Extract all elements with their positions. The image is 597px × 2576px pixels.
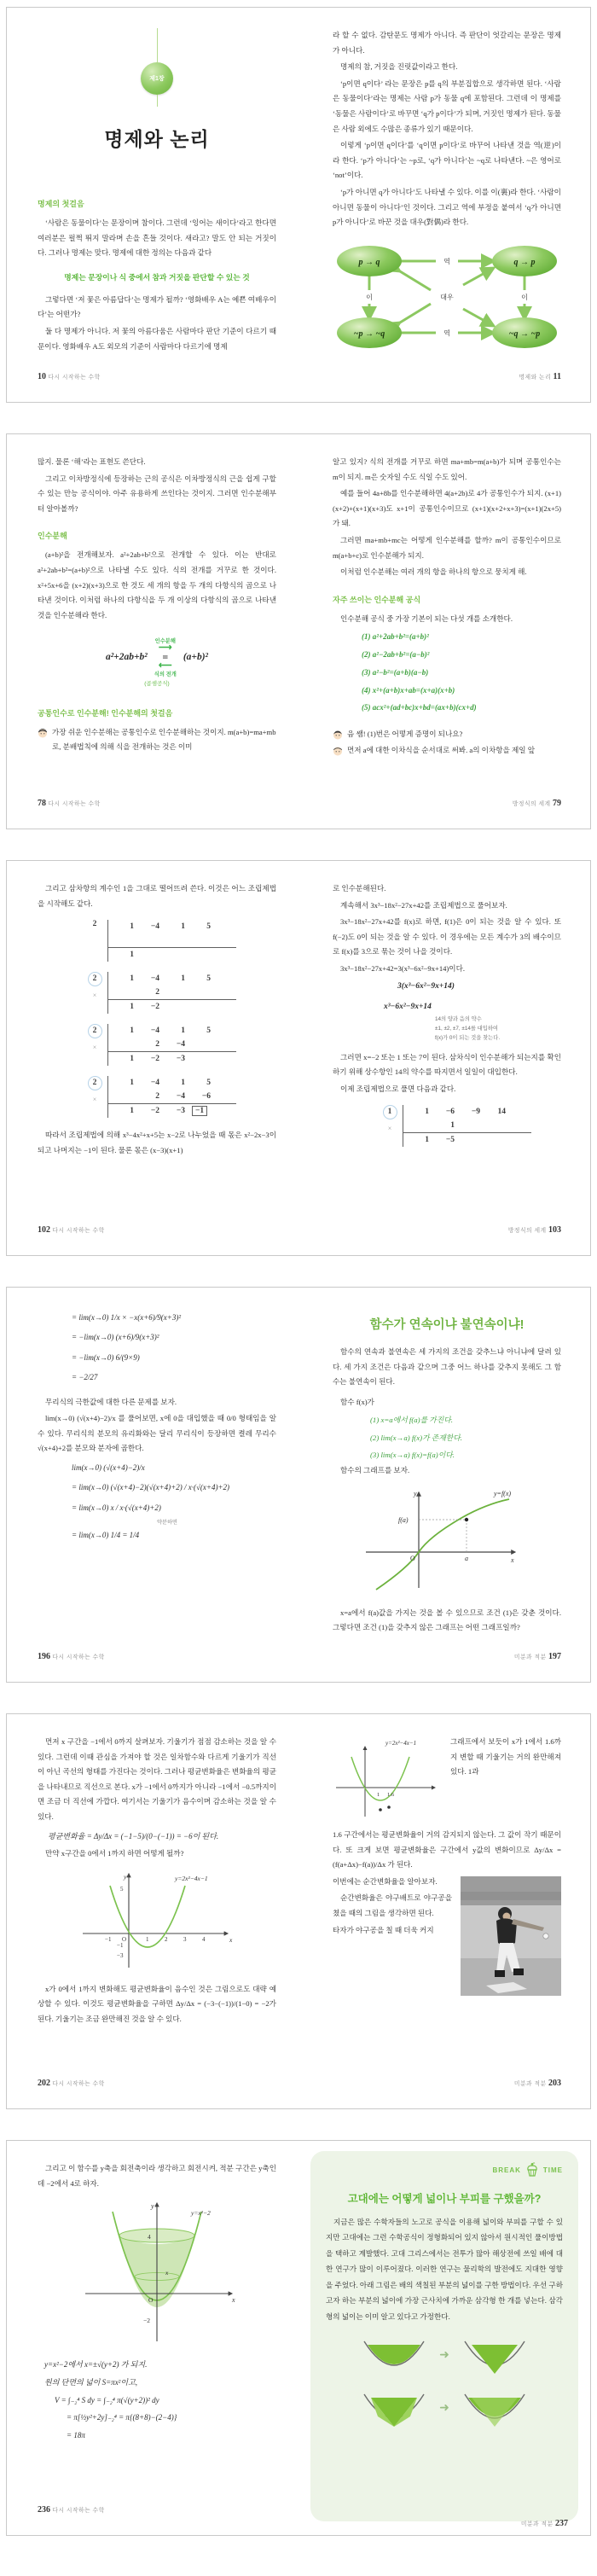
node-notq-implies-notp: ~q → ~p xyxy=(508,329,541,339)
expand-arrow-label: 식의 전개 xyxy=(154,672,177,678)
paragraph: 이처럼 인수분해는 여러 개의 항을 하나의 항으로 뭉치게 해. xyxy=(340,567,527,577)
page-number: 11 xyxy=(553,372,561,381)
page-footer xyxy=(38,372,101,381)
coefficient: −4 xyxy=(150,1026,159,1036)
factoring-formula-1: (1) a²+2ab+b²=(a+b)² xyxy=(362,632,429,642)
paragraph: 이번에는 순간변화율을 알아보자. xyxy=(333,1876,438,1886)
dialogue-line xyxy=(38,725,276,754)
teacher-face-icon xyxy=(333,746,343,756)
continuity-condition-3: (3) lim(x→a) f(x)=f(a)이다. xyxy=(370,1450,455,1459)
book-title-footer: 다시 시작하는 수학 xyxy=(52,1654,105,1660)
radius-label: x xyxy=(165,2269,169,2277)
y-tick-minus1: −1 xyxy=(117,1941,124,1949)
paragraph: x=a에서 f(a)값을 가지는 것을 볼 수 있으므로 조건 (1)은 갖춘 것이다. 그렇다면 조건 (1)을 갖추지 않은 그래프는 어떤 그래프일까? xyxy=(333,1608,561,1632)
fa-tick-label: f(a) xyxy=(398,1515,409,1524)
synthetic-division-step5 xyxy=(377,1105,561,1147)
book-title-footer: 다시 시작하는 수학 xyxy=(48,375,101,381)
arrow-right-icon: ➜ xyxy=(439,2401,449,2415)
synthetic-division-step1 xyxy=(82,920,276,962)
parabola-graph xyxy=(38,1869,276,1975)
right-arrow-icon: ⟶ xyxy=(158,643,172,654)
coefficient: 1 xyxy=(130,974,134,984)
coefficient: 5 xyxy=(206,922,211,932)
multiply-sign: × xyxy=(92,991,97,1000)
page-number: 103 xyxy=(548,1225,561,1235)
coefficient: 1 xyxy=(425,1108,429,1117)
paragraph: 함수 f(x)가 xyxy=(340,1397,374,1406)
cupcake-icon xyxy=(524,2161,541,2178)
equation-rhs: (a+b)² xyxy=(183,652,209,663)
divisor: 2 xyxy=(88,972,102,986)
product: −4 xyxy=(176,1092,185,1102)
synthetic-division-step2 xyxy=(82,972,276,1014)
page-footer xyxy=(514,1652,561,1661)
arrow-right-icon: ➜ xyxy=(439,2348,449,2362)
section-footer: 미분과 적분 xyxy=(513,1654,547,1660)
annotation-note xyxy=(435,1015,561,1044)
left-arrow-icon: ⟵ xyxy=(158,660,172,672)
paragraph: 알고 있지? 식의 전개를 거꾸로 하면 ma+mb=m(a+b)가 되며 공통인수는 m이 되지. m은 숫자일 수도 식일 수도 있어. xyxy=(333,457,561,481)
result: −2 xyxy=(150,1107,159,1116)
result: 1 xyxy=(425,1136,429,1145)
factoring-formula-5: (5) acx²+(ad+bc)x+bd=(ax+b)(cx+d) xyxy=(362,703,477,712)
boat-three-triangles-figure xyxy=(357,2386,431,2430)
x-tick-3: 3 xyxy=(183,1935,187,1943)
note-line: 14의 양과 음의 약수 xyxy=(435,1015,482,1022)
paragraph: 그렇다면 ‘저 꽃은 아름답다’는 명제가 될까? ‘영화배우 A는 예쁜 여배우이다’는 어떤가? xyxy=(38,294,276,319)
coefficient: 5 xyxy=(206,1079,211,1088)
page-footer xyxy=(38,1225,105,1235)
page-202 xyxy=(7,1714,298,2108)
paragraph: 지금은 많은 수학자들의 노고로 공식을 이용해 넓이와 부피를 구할 수 있지만 고대에는 그런 수학공식이 정형화되어 있지 않아서 원시적인 풀이방법을 택하고 계발했다. 고대 그리스에서는 전투가 많아 해상전에 쓰일 배에 대한 연구가 많이 이루어졌다. 이러한 연구는 물리학의 발전에도 지대한 영향을 주었다. 아래 그림은 배의 색칠된 부분의 넓이를 구한 방법이다. 우선 구하고자 하는 부분의 넓이에 가장 근사치에 가까운 삼각형 한 개를 넣는다. 삼각형의 넓이는 이미 알고 있다고 가정한다. xyxy=(326,2218,563,2321)
display-expression: x³−6x²−9x+14 xyxy=(384,1002,432,1011)
boat-filled-polygon-figure xyxy=(458,2386,531,2430)
paragraph: (a+b)²을 전개해보자. a²+2ab+b²으로 전개할 수 있다. 이는 반대로 a²+2ab+b²=(a+b)²으로 나타낼 수도 있다. 식의 전개를 거꾸로 한 것이다. x²+5x+6을 (x+2)(x+3)으로 한 것도 세 개의 항을 두 개의 다항식의 곱으로 나타낸 것이다. 이처럼 하나의 다항식을 두 개 이상의 다항식의 곱으로 나타낸 것을 인수분해라 한다. xyxy=(38,550,276,619)
coefficient: 1 xyxy=(181,1079,185,1088)
dialogue-text: 먼저 a에 대한 이차식을 순서대로 써봐. a의 이차항을 제일 앞 xyxy=(347,746,536,755)
limit-equation: = −2/27 xyxy=(72,1373,98,1382)
formula-line: y=x²−2에서 x=±√(y+2) 가 되지. xyxy=(44,2360,148,2370)
paragraph: 라 할 수 없다. 감탄문도 명제가 아니다. 즉 판단이 엇갈리는 문장은 명제가 아니다. xyxy=(333,31,561,55)
equation-caption: (곱셈공식) xyxy=(144,681,170,688)
secant-graph xyxy=(333,1735,442,1824)
coefficient: −6 xyxy=(445,1108,455,1117)
book-title-footer: 다시 시작하는 수학 xyxy=(52,2081,105,2087)
x-axis-label: x xyxy=(511,1555,514,1564)
paragraph: 따라서 조립제법에 의해 x³−4x²+x+5는 x−2로 나누었을 때 몫은 x²−2x−3이 되고 나머지는 −1이 된다. 물론 몫은 (x−3)(x+1) xyxy=(38,1131,276,1154)
spread-6 xyxy=(6,2140,591,2536)
break-time-logo xyxy=(326,2161,563,2178)
equation-lhs: a²+2ab+b² xyxy=(105,652,148,663)
y-axis-label: y xyxy=(151,2202,154,2211)
page-10 xyxy=(7,8,298,402)
paragraph: ‘p이면 q이다’ 라는 문장은 p를 q의 부분집합으로 생각하면 된다. ‘사람은 동물이다’라는 명제는 사람 p가 동물 q에 포함된다. 그런데 이 명제를 ‘동물은 사람이다’로 바꾸면 ‘q가 p이다’가 되며, 거짓인 명제가 된다. 동물은 사람 외에도 수많은 종류가 있기 때문이다. xyxy=(333,79,561,133)
book-title-footer: 다시 시작하는 수학 xyxy=(52,2508,105,2514)
spread-1 xyxy=(6,7,591,403)
note-line: ±1, ±2, ±7, ±14를 대입하여 xyxy=(435,1025,498,1032)
factor-arrow-label: 인수분해 xyxy=(154,638,176,645)
page-footer xyxy=(38,1652,105,1661)
proposition-definition: 명제는 문장이나 식 중에서 참과 거짓을 판단할 수 있는 것 xyxy=(64,272,250,282)
break-time-title: 고대에는 어떻게 넓이나 부피를 구했을까? xyxy=(347,2193,542,2205)
y-tick-4: 4 xyxy=(148,2233,151,2242)
curve-label: y=f(x) xyxy=(494,1489,512,1497)
secant-graph-figure xyxy=(333,1735,442,1820)
paragraph: 3x³−18x²−27x+42를 f(x)로 하면, f(1)은 0이 되는 것을 알 수 있다. 또 f(−2)도 0이 되는 것을 알 수 있다. 이 경우에는 모든 계수가 3의 배수이므로 f(x)를 3으로 묶는 것이 나을 것이다. xyxy=(333,917,561,957)
paragraph: 무리식의 극한값에 대한 다른 문제를 보자. xyxy=(45,1397,177,1406)
volume-integral: V = ∫₋₂⁴ S dy = ∫₋₂⁴ π(√(y+2))² dy xyxy=(55,2395,159,2404)
spread-5 xyxy=(6,1713,591,2109)
node-p-implies-q: p → q xyxy=(358,257,380,267)
page-number: 203 xyxy=(548,2079,561,2088)
paragraph: 이제 조립제법으로 풀면 다음과 같다. xyxy=(340,1084,456,1093)
dialogue-text: 음 쌤! (1)번은 어떻게 증명이 되나요? xyxy=(347,729,463,738)
x-tick-1: 1 xyxy=(146,1935,149,1943)
product: 2 xyxy=(155,1092,159,1102)
page-number: 197 xyxy=(548,1652,561,1661)
parabola-graph-figure xyxy=(76,1869,238,1971)
page-number: 10 xyxy=(38,372,46,381)
dialogue-line xyxy=(333,727,561,741)
page-78 xyxy=(7,434,298,829)
continuity-condition-1: (1) x=a에서 f(a)를 가진다. xyxy=(370,1416,453,1425)
paragraph: 타자가 야구공을 칠 때 더욱 커지 xyxy=(333,1925,434,1934)
time-label: TIME xyxy=(542,2166,563,2174)
label-inverse-left: 이 xyxy=(366,293,373,301)
teacher-face-icon xyxy=(38,728,48,738)
page-footer xyxy=(519,372,561,381)
chapter-badge-label: 제1장 xyxy=(149,76,165,82)
y-axis-label: y xyxy=(124,1872,127,1881)
dialogue-line xyxy=(333,743,561,758)
continuous-function-graph xyxy=(333,1486,561,1599)
x-tick-1: 1 xyxy=(377,1792,380,1798)
paragraph: 그리고 이차방정식에 등장하는 근의 공식은 이차방정식의 근을 쉽게 구할 수 있는 만능 공식이야. 아주 유용하게 쓰인다는 것이지. 그러면 인수분해부터 알아볼까? xyxy=(38,474,276,513)
coefficient: 1 xyxy=(130,1026,134,1036)
break-time-panel xyxy=(310,2151,578,2521)
paragraph: 1.6 구간에서는 평균변화율이 거의 감지되지 않는다. 그 값이 작기 때문이다. 또 크게 보면 평균변화율은 구간에서 y값의 변화이므로 Δy/Δx = (f(a+Δx)−f(a))/Δx 가 된다. xyxy=(333,1830,561,1869)
baseball-photo xyxy=(461,1876,561,2000)
coefficient: 14 xyxy=(497,1108,506,1117)
coefficient: 1 xyxy=(130,1079,134,1088)
spread-2 xyxy=(6,433,591,829)
result: 1 xyxy=(130,1055,134,1064)
curve-label: y=2x²−4x−1 xyxy=(385,1740,417,1747)
section-heading: 인수분해 xyxy=(38,532,67,541)
page-203 xyxy=(298,1714,590,2108)
continuous-function-graph-figure xyxy=(357,1486,536,1595)
paragraph: lim(x→0) (√(x+4)−2)/x 를 풀어보면, x에 0을 대입했을 때 0/0 형태임을 알 수 있다. 무리식의 분모의 유리화와는 달리 무리식이 등장하면 켤레 무리수 √(x+4)+2를 분모와 분자에 곱한다. xyxy=(38,1414,276,1453)
page-79 xyxy=(298,434,590,829)
multiply-sign: × xyxy=(92,1044,97,1052)
book-title-footer: 다시 시작하는 수학 xyxy=(52,1228,105,1234)
y-tick-minus3: −3 xyxy=(117,1951,124,1959)
dialogue-text: 가장 쉬운 인수분해는 공통인수로 인수분해하는 것이지. m(a+b)=ma+mb로, 분배법칙에 의해 식을 전개하는 것은 이미 xyxy=(52,728,276,752)
page-number: 202 xyxy=(38,2079,50,2088)
boat-approximation-row-2 xyxy=(326,2386,563,2430)
product: 2 xyxy=(155,988,159,997)
y-tick-5: 5 xyxy=(120,1885,124,1893)
page-102 xyxy=(7,861,298,1255)
paragraph: 둘 다 명제가 아니다. 저 꽃의 아름다움은 사람마다 판단 기준이 다르기 때문이다. 영화배우 A도 외모의 기준이 사람마다 다르기에 명제 xyxy=(38,327,276,351)
cancel-note: 약분하면 xyxy=(157,1520,177,1526)
equals-sign: = xyxy=(162,651,169,664)
solid-of-revolution-figure xyxy=(72,2198,242,2345)
chapter-badge xyxy=(141,62,173,95)
label-contrapositive: 대우 xyxy=(440,293,454,301)
limit-equation: = lim(x→0) (√(x+4)−2)(√(x+4)+2) / x·(√(x+4)+2) xyxy=(72,1483,230,1492)
boat-filled-figure xyxy=(357,2333,431,2377)
result: −5 xyxy=(445,1136,455,1145)
section-footer: 방정식의 세계 xyxy=(507,1228,547,1234)
page-footer xyxy=(38,799,101,808)
paragraph: 인수분해 공식 중 가장 기본이 되는 다섯 개를 소개한다. xyxy=(340,613,513,623)
origin-label: O xyxy=(122,1935,127,1943)
volume-result: = 18π xyxy=(67,2430,85,2439)
coefficient: 5 xyxy=(206,974,211,984)
result: 1 xyxy=(130,1003,134,1012)
result: 1 xyxy=(130,951,134,960)
section-heading: 공통인수로 인수분해! 인수분해의 첫걸음 xyxy=(38,709,173,718)
decorative-line xyxy=(157,28,158,62)
limit-equation: = lim(x→0) x / x·(√(x+4)+2) xyxy=(72,1503,161,1512)
spread-3 xyxy=(6,860,591,1256)
article-title: 함수가 연속이냐 불연속이냐! xyxy=(369,1318,525,1332)
paragraph: 그리고 삼차항의 계수인 1을 그대로 떨어뜨려 쓴다. 이것은 어느 조립제법을 시작해도 같다. xyxy=(38,884,276,908)
product: −6 xyxy=(201,1092,211,1102)
contrapositive-diagram xyxy=(335,242,559,352)
paragraph: 먼저 x 구간을 −1에서 0까지 살펴보자. 기울기가 점점 감소하는 것을 알 수 있다. 그런데 이때 관심을 가져야 할 것은 일차함수와 다르게 기울기가 직선이 아닌 곡선의 형태를 가진다는 것이다. 그러나 평균변화율은 변화율의 평균을 나타내므로 직선으로 본다. x가 −1에서 0까지가 아니라 −1에서 −0.5까지이면 조금 더 직선에 가깝다. 여기서는 기울기가 음수이며 감소하는 것을 알 수 있다. xyxy=(38,1737,276,1822)
paragraph: 그래프에서 보듯이 x가 1에서 1.6까지 변할 때 기울기는 거의 완만해져 있다. 1과 xyxy=(450,1737,561,1776)
paragraph: 그러면 ma+mb+mc는 어떻게 인수분해를 할까? m이 공통인수이므로 m(a+b+c)로 인수분해가 되지. xyxy=(333,536,561,560)
paragraph: 예를 들어 4a+8b를 인수분해하면 4(a+2b)로 4가 공통인수가 되지. (x+1)(x+2)+(x+1)(x+3)도 x+1이 공통인수이므로 (x+1)(x+2+x+3)=(x+1)(2x+5)가 돼. xyxy=(333,489,561,528)
page-footer xyxy=(521,2519,568,2528)
x-tick-4: 4 xyxy=(202,1935,206,1943)
paragraph: 함수의 그래프를 보자. xyxy=(340,1466,410,1475)
note-line: f(x)가 0이 되는 것을 찾는다. xyxy=(435,1035,501,1042)
multiply-sign: × xyxy=(387,1125,392,1133)
section-footer: 명제와 논리 xyxy=(519,375,552,381)
paragraph: 명제의 참, 거짓을 진릿값이라고 한다. xyxy=(340,62,458,72)
coefficient: −4 xyxy=(150,974,159,984)
decorative-line xyxy=(157,95,158,107)
paragraph: 계속해서 3x³−18x²−27x+42를 조립제법으로 풀어보자. xyxy=(340,900,507,910)
x-tick-2: 2 xyxy=(165,1935,168,1943)
x-tick-1-6: 1.6 xyxy=(387,1792,395,1798)
continuity-condition-2: (2) lim(x→a) f(x)가 존재한다. xyxy=(370,1433,462,1442)
coefficient: 1 xyxy=(130,922,134,932)
label-inverse-right: 이 xyxy=(521,293,528,301)
result: −3 xyxy=(176,1055,185,1064)
divisor: 2 xyxy=(92,920,97,929)
section-heading: 명제의 첫걸음 xyxy=(38,200,84,208)
equation-arrows xyxy=(154,637,177,677)
page-number: 237 xyxy=(555,2519,568,2528)
page-197 xyxy=(298,1288,590,1682)
paragraph: ‘p가 아니면 q가 아니다’도 나타낼 수 있다. 이를 이(裏)라 한다. ‘사람이 아니면 동물이 아니다’인 것이다. 그리고 역에 부정을 붙여서 ‘q가 아니면 p가 아니다’로 바꾼 것을 대우(對偶)라 한다. xyxy=(333,188,561,227)
page-footer xyxy=(38,2505,105,2515)
node-notp-implies-notq: ~p → ~q xyxy=(353,329,385,339)
page-footer xyxy=(514,2079,561,2088)
origin-label: O xyxy=(148,2296,154,2305)
curve-label: y=x²−2 xyxy=(191,2209,211,2218)
paragraph: 3x³−18x²−27x+42=3(x³−6x²−9x+14)이다. xyxy=(340,964,466,974)
page-footer xyxy=(38,2079,105,2088)
x-tick-minus1: −1 xyxy=(105,1935,112,1943)
origin-label: O xyxy=(410,1554,415,1562)
label-converse-bottom: 역 xyxy=(443,329,450,337)
volume-integral: = π[½y²+2y]₋₂⁴ = π{(8+8)−(2−4)} xyxy=(67,2413,177,2422)
solid-of-revolution-graph xyxy=(38,2198,276,2349)
factoring-formula-3: (3) a²−b²=(a+b)(a−b) xyxy=(362,667,429,677)
page-103 xyxy=(298,861,590,1255)
product: 1 xyxy=(450,1121,455,1131)
limit-equation: = −lim(x→0) (x+6)/9(x+3)² xyxy=(72,1333,159,1342)
paragraph: 많지. 물론 ‘해’라는 표현도 쓴단다. xyxy=(38,457,146,466)
curve-label: y=2x²−4x−1 xyxy=(175,1874,208,1882)
result: 1 xyxy=(130,1107,134,1116)
coefficient: −9 xyxy=(471,1108,480,1117)
y-axis-label: y xyxy=(414,1489,417,1497)
page-number: 78 xyxy=(38,799,46,808)
a-tick-label: a xyxy=(465,1554,468,1562)
section-footer: 미분과 적분 xyxy=(520,2521,554,2527)
paragraph: 그러면 x=−2 또는 1 또는 7이 된다. 삼차식이 인수분해가 되는지를 확인하기 위해 상수항인 14의 약수를 따지면서 일일이 대입한다. xyxy=(333,1052,561,1077)
divisor: 1 xyxy=(383,1105,397,1119)
limit-equation: = lim(x→0) 1/x × −x(x+6)/9(x+3)² xyxy=(72,1313,182,1322)
page-footer xyxy=(508,1225,561,1235)
paragraph: 그리고 이 함수를 y축을 회전축이라 생각하고 회전시켜, 적분 구간은 y축인데 −2에서 4로 하자. xyxy=(38,2164,276,2188)
chapter-title: 명제와 논리 xyxy=(104,128,210,150)
factoring-equation xyxy=(38,637,276,677)
section-footer: 방정식의 세계 xyxy=(512,801,551,807)
paragraph: x가 0에서 1까지 변화해도 평균변화율이 음수인 것은 그림으로도 대략 예상할 수 있다. 이것도 평균변화율을 구하면 Δy/Δx = (−3−(−1))/(1−0) = −2가 된다. 기울기는 조금 완만해진 것을 알 수 있다. xyxy=(38,1984,276,2023)
boat-approximation-row-1 xyxy=(326,2333,563,2377)
chapter-header xyxy=(38,28,276,152)
spread-4 xyxy=(6,1287,591,1683)
y-tick-minus2: −2 xyxy=(143,2317,150,2325)
coefficient: 1 xyxy=(181,974,185,984)
boat-one-triangle-figure xyxy=(458,2333,531,2377)
page-11 xyxy=(298,8,590,402)
label-converse-top: 역 xyxy=(443,257,450,265)
average-rate-formula: 평균변화율 = Δy/Δx = (−1−5)/(0−(−1)) = −6이 된다. xyxy=(48,1831,219,1840)
synthetic-division-step4 xyxy=(82,1076,276,1118)
page-number: 102 xyxy=(38,1225,50,1235)
limit-equation: = −lim(x→0) 6/(9×9) xyxy=(72,1352,140,1362)
page-237 xyxy=(298,2141,590,2535)
contrapositive-diagram-figure xyxy=(335,242,559,352)
page-number: 79 xyxy=(553,799,561,808)
result: −3 xyxy=(176,1107,185,1116)
text-photo-row xyxy=(333,1875,561,2003)
section-heading: 자주 쓰이는 인수분해 공식 xyxy=(333,595,421,604)
coefficient: −4 xyxy=(150,1079,159,1088)
graph-text-row xyxy=(333,1735,561,1828)
result: −2 xyxy=(150,1003,159,1012)
paragraph: 순간변화율은 야구배트로 야구공을 쳤을 때의 그림을 생각하면 된다. xyxy=(333,1893,452,1918)
x-axis-label: x xyxy=(229,1935,233,1944)
result: −2 xyxy=(150,1055,159,1064)
coefficient: 5 xyxy=(206,1026,211,1036)
paragraph: 로 인수분해된다. xyxy=(333,884,386,893)
limit-equation: = lim(x→0) 1/4 = 1/4 xyxy=(72,1531,140,1540)
display-expression: 3(x³−6x²−9x+14) xyxy=(397,981,455,991)
page-footer xyxy=(513,799,561,808)
coefficient: 1 xyxy=(181,922,185,932)
formula-line: 원의 단면의 넓이 S=πx²이고, xyxy=(44,2377,138,2387)
factoring-formula-2: (2) a²−2ab+b²=(a−b)² xyxy=(362,650,430,660)
break-label: BREAK xyxy=(492,2166,521,2174)
student-face-icon xyxy=(333,730,343,740)
product: 2 xyxy=(155,1040,159,1050)
baseball-batter-photo-figure xyxy=(461,1876,561,1996)
paragraph: 이렇게 ‘p이면 q이다’를 ‘q이면 p이다’로 바꾸어 나타낸 것을 역(逆)이라 한다. ‘p가 아니다’는 ~p로, ‘q가 아니다’는 ~q로 나타낸다. ~은 영어로 ‘not’이다. xyxy=(333,141,561,180)
node-q-implies-p: q → p xyxy=(513,257,536,267)
coefficient: −4 xyxy=(150,922,159,932)
page-236 xyxy=(7,2141,298,2535)
multiply-sign: × xyxy=(92,1096,97,1104)
page-number: 196 xyxy=(38,1652,50,1661)
coefficient: 1 xyxy=(181,1026,185,1036)
divisor: 2 xyxy=(88,1024,102,1038)
paragraph: ‘사람은 동물이다’는 문장이며 참이다. 그런데 ‘잉어는 새이다’라고 한다면 여러분은 펄쩍 뛰지 말라며 손을 흔들 것이다. 새라고? 말도 안 되는 거짓이다. 그러나 명제는 맞다. 명제에 대한 정의는 다음과 같다 xyxy=(38,218,276,258)
remainder: −1 xyxy=(192,1106,207,1116)
synthetic-division-step3 xyxy=(82,1024,276,1066)
limit-equation: lim(x→0) (√(x+4)−2)/x xyxy=(72,1463,145,1472)
section-footer: 미분과 적분 xyxy=(513,2081,547,2087)
product: −4 xyxy=(176,1040,185,1050)
factoring-formula-4: (4) x²+(a+b)x+ab=(x+a)(x+b) xyxy=(362,685,455,695)
book-title-footer: 다시 시작하는 수학 xyxy=(48,801,101,807)
page-number: 236 xyxy=(38,2505,50,2515)
divisor: 2 xyxy=(88,1076,102,1090)
paragraph: 함수의 연속과 불연속은 세 가지의 조건을 갖추느냐 아니냐에 달려 있다. 세 가지 조건은 다음과 같으며 그중 어느 하나를 갖추지 못해도 그 함수는 불연속이 된다. xyxy=(333,1347,561,1387)
paragraph: 만약 x구간을 0에서 1까지 하면 어떻게 될까? xyxy=(45,1849,184,1858)
x-axis-label: x xyxy=(232,2296,235,2305)
page-196 xyxy=(7,1288,298,1682)
